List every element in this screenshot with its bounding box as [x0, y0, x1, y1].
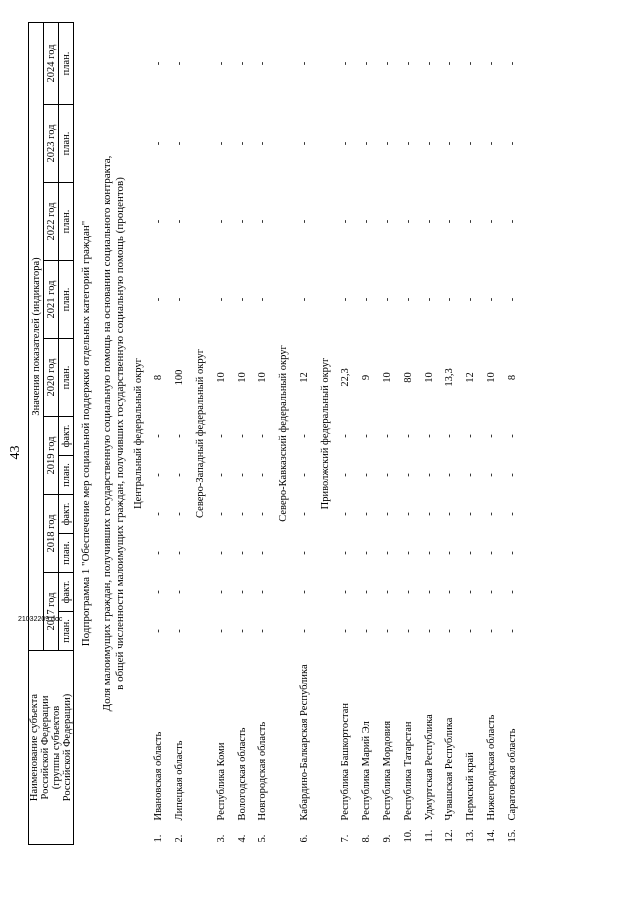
value-cell: -: [298, 61, 310, 66]
row-number: 2.: [174, 834, 186, 843]
value-cell: 10: [215, 372, 227, 383]
table-row: [377, 22, 398, 844]
value-cell: -: [361, 629, 373, 633]
value-cell: -: [215, 590, 227, 594]
plan-2019: план.: [59, 455, 74, 494]
value-cell: -: [340, 219, 352, 224]
value-cell: -: [465, 434, 477, 438]
region-name: Республика Башкортостан: [340, 702, 352, 821]
value-cell: -: [174, 551, 186, 555]
value-cell: -: [236, 61, 248, 66]
subprogram-title: Подпрограмма 1 "Обеспечение мер социальной поддержки отдельных категорий граждан": [80, 220, 93, 647]
value-cell: -: [174, 297, 186, 302]
value-cell: -: [506, 141, 518, 146]
table-row: [440, 22, 461, 844]
fact-2017: факт.: [59, 572, 74, 611]
value-cell: 100: [174, 369, 186, 386]
value-cell: -: [340, 551, 352, 555]
fact-2019: факт.: [59, 416, 74, 455]
plan-2021: план.: [59, 260, 74, 338]
value-cell: -: [361, 297, 373, 302]
value-cell: -: [215, 61, 227, 66]
value-cell: 9: [361, 374, 373, 381]
value-cell: -: [257, 61, 269, 66]
district-caucasus: Северо-Кавказский федеральный округ: [278, 345, 290, 522]
table-row: [252, 22, 273, 844]
value-cell: -: [486, 512, 498, 516]
value-cell: 10: [423, 372, 435, 383]
plan-2023: план.: [59, 104, 74, 182]
region-name: Республика Татарстан: [402, 721, 414, 821]
region-name: Нижегородская область: [486, 714, 498, 821]
subprogram-block: [74, 22, 128, 844]
value-cell: -: [153, 297, 165, 302]
value-cell: -: [174, 61, 186, 66]
value-cell: -: [423, 297, 435, 302]
fact-2018: факт.: [59, 494, 74, 533]
value-cell: -: [215, 512, 227, 516]
row-number: 3.: [215, 834, 227, 843]
value-cell: -: [444, 629, 456, 633]
value-cell: -: [382, 61, 394, 66]
value-cell: -: [423, 512, 435, 516]
value-cell: -: [153, 141, 165, 146]
plan-2022: план.: [59, 182, 74, 260]
district-northwest: Северо-Западный федеральный округ: [194, 349, 206, 518]
row-number: 6.: [298, 834, 310, 843]
value-cell: -: [236, 512, 248, 516]
value-cell: -: [506, 297, 518, 302]
row-number: 9.: [382, 834, 394, 843]
value-cell: -: [257, 141, 269, 146]
value-cell: -: [423, 551, 435, 555]
table-row: [502, 22, 523, 844]
value-cell: -: [257, 629, 269, 633]
document-code: 21032209.doc: [18, 616, 63, 623]
value-cell: -: [423, 473, 435, 477]
year-2024-header: 2024 год: [44, 22, 59, 104]
region-name: Вологодская область: [236, 727, 248, 821]
value-cell: -: [340, 434, 352, 438]
value-cell: -: [236, 551, 248, 555]
value-cell: -: [486, 590, 498, 594]
year-2018-header: 2018 год: [44, 494, 59, 572]
value-cell: 8: [506, 374, 518, 381]
value-cell: -: [257, 473, 269, 477]
value-cell: -: [340, 590, 352, 594]
value-cell: -: [215, 629, 227, 633]
value-cell: -: [361, 219, 373, 224]
value-cell: -: [257, 219, 269, 224]
row-number: 4.: [236, 834, 248, 843]
value-cell: -: [486, 473, 498, 477]
value-cell: -: [340, 61, 352, 66]
value-cell: -: [382, 141, 394, 146]
value-cell: 10: [486, 372, 498, 383]
value-cell: -: [506, 590, 518, 594]
table-row: [294, 22, 315, 844]
value-cell: -: [236, 434, 248, 438]
row-number: 5.: [257, 834, 269, 843]
value-cell: -: [340, 473, 352, 477]
value-cell: -: [444, 297, 456, 302]
value-cell: -: [257, 297, 269, 302]
value-cell: -: [236, 297, 248, 302]
region-name: Республика Коми: [215, 742, 227, 821]
row-number: 13.: [465, 829, 477, 843]
table-row: [169, 22, 190, 844]
indicator-table: [28, 22, 523, 845]
value-cell: -: [340, 297, 352, 302]
value-cell: -: [444, 61, 456, 66]
table-row: [481, 22, 502, 844]
value-cell: -: [153, 551, 165, 555]
value-cell: -: [236, 590, 248, 594]
value-cell: -: [257, 434, 269, 438]
table-row: [211, 22, 232, 844]
value-cell: -: [382, 551, 394, 555]
table-row: [148, 22, 169, 844]
value-cell: -: [215, 434, 227, 438]
value-cell: -: [444, 590, 456, 594]
page-number: 43: [8, 445, 23, 460]
value-cell: -: [423, 434, 435, 438]
value-cell: -: [236, 473, 248, 477]
value-cell: -: [402, 61, 414, 66]
value-cell: -: [382, 297, 394, 302]
value-cell: 80: [402, 372, 414, 383]
value-cell: -: [153, 629, 165, 633]
region-name: Ивановская область: [153, 731, 165, 821]
value-cell: -: [444, 512, 456, 516]
value-cell: -: [153, 219, 165, 224]
year-2019-header: 2019 год: [44, 416, 59, 494]
value-cell: -: [382, 219, 394, 224]
value-cell: -: [444, 141, 456, 146]
value-cell: -: [361, 473, 373, 477]
value-cell: -: [486, 219, 498, 224]
value-cell: -: [444, 473, 456, 477]
value-cell: -: [174, 141, 186, 146]
value-cell: -: [465, 590, 477, 594]
value-cell: -: [382, 473, 394, 477]
value-cell: 12: [298, 372, 310, 383]
year-2022-header: 2022 год: [44, 182, 59, 260]
value-cell: 10: [382, 372, 394, 383]
year-2023-header: 2023 год: [44, 104, 59, 182]
value-cell: -: [486, 629, 498, 633]
value-cell: -: [423, 629, 435, 633]
value-cell: -: [382, 629, 394, 633]
value-cell: -: [361, 61, 373, 66]
value-cell: -: [257, 512, 269, 516]
value-cell: -: [215, 551, 227, 555]
value-cell: -: [153, 473, 165, 477]
value-cell: -: [340, 512, 352, 516]
value-cell: -: [174, 219, 186, 224]
value-cell: -: [153, 590, 165, 594]
region-name: Кабардино-Балкарская Республика: [298, 664, 310, 821]
plan-2017: план.: [59, 611, 74, 650]
region-column-header: Наименование субъекта Российской Федерации (группы субъектов Российской Федерации): [29, 650, 74, 844]
value-cell: -: [486, 551, 498, 555]
value-cell: -: [382, 512, 394, 516]
value-cell: -: [506, 219, 518, 224]
value-cell: -: [402, 629, 414, 633]
value-cell: -: [174, 590, 186, 594]
value-cell: 10: [257, 372, 269, 383]
year-2021-header: 2021 год: [44, 260, 59, 338]
value-cell: -: [382, 434, 394, 438]
value-cell: -: [486, 434, 498, 438]
value-cell: -: [444, 434, 456, 438]
value-cell: -: [402, 473, 414, 477]
value-cell: -: [506, 512, 518, 516]
value-cell: -: [361, 590, 373, 594]
row-number: 11.: [423, 829, 435, 843]
value-cell: -: [298, 512, 310, 516]
value-cell: -: [174, 512, 186, 516]
plan-2024: план.: [59, 22, 74, 104]
value-cell: -: [174, 629, 186, 633]
year-2017-header: 2017 год: [44, 572, 59, 650]
value-cell: -: [506, 61, 518, 66]
value-cell: -: [298, 551, 310, 555]
table-row: [232, 22, 253, 844]
value-cell: -: [506, 629, 518, 633]
region-name: Чувашская Республика: [444, 717, 456, 821]
value-cell: -: [423, 590, 435, 594]
value-cell: -: [298, 629, 310, 633]
table-row: [419, 22, 440, 844]
value-cell: -: [465, 551, 477, 555]
value-cell: 10: [236, 372, 248, 383]
value-cell: -: [215, 473, 227, 477]
value-cell: -: [465, 141, 477, 146]
value-cell: 13,3: [444, 368, 456, 387]
value-cell: -: [215, 141, 227, 146]
value-cell: -: [298, 473, 310, 477]
value-cell: -: [423, 219, 435, 224]
value-cell: -: [486, 141, 498, 146]
value-cell: -: [340, 629, 352, 633]
region-name: Удмуртская Республика: [423, 714, 435, 821]
value-cell: -: [444, 551, 456, 555]
table-row: [356, 22, 377, 844]
value-cell: -: [402, 512, 414, 516]
region-name: Саратовская область: [506, 728, 518, 821]
value-cell: -: [340, 141, 352, 146]
value-cell: -: [402, 219, 414, 224]
value-cell: -: [486, 297, 498, 302]
value-cell: -: [465, 297, 477, 302]
value-cell: -: [298, 297, 310, 302]
district-central: Центральный федеральный округ: [132, 358, 144, 509]
row-number: 8.: [361, 834, 373, 843]
table-row: [336, 22, 357, 844]
value-cell: -: [506, 551, 518, 555]
region-name: Пермский край: [465, 752, 477, 821]
value-cell: -: [361, 141, 373, 146]
value-cell: 12: [465, 372, 477, 383]
value-cell: -: [298, 590, 310, 594]
value-cell: -: [465, 512, 477, 516]
table-header: [29, 22, 74, 844]
value-cell: -: [153, 61, 165, 66]
row-number: 10.: [402, 829, 414, 843]
region-name: Новгородская область: [257, 721, 269, 821]
value-cell: -: [257, 590, 269, 594]
value-cell: -: [423, 61, 435, 66]
row-number: 15.: [506, 829, 518, 843]
row-number: 12.: [444, 829, 456, 843]
table-body: [74, 22, 523, 844]
value-cell: -: [174, 473, 186, 477]
value-cell: -: [236, 141, 248, 146]
plan-2020: план.: [59, 338, 74, 416]
value-cell: -: [174, 434, 186, 438]
value-cell: 8: [153, 374, 165, 381]
year-2020-header: 2020 год: [44, 338, 59, 416]
indicator-title-line2: в общей численности малоимущих граждан, получивших государственную социальную помощь (процентов): [114, 177, 127, 690]
value-cell: -: [236, 219, 248, 224]
region-name: Республика Марий Эл: [361, 721, 373, 821]
table-row: [398, 22, 419, 844]
value-cell: -: [506, 473, 518, 477]
region-name: Липецкая область: [174, 740, 186, 821]
value-cell: -: [298, 434, 310, 438]
value-cell: -: [465, 629, 477, 633]
indicator-values-header: Значения показателей (индикатора): [29, 22, 44, 650]
value-cell: -: [215, 297, 227, 302]
district-volga: Приволжский федеральный округ: [319, 357, 331, 510]
value-cell: -: [465, 473, 477, 477]
row-number: 14.: [486, 829, 498, 843]
value-cell: -: [486, 61, 498, 66]
value-cell: -: [257, 551, 269, 555]
table-row: [460, 22, 481, 844]
value-cell: -: [402, 434, 414, 438]
value-cell: -: [402, 551, 414, 555]
value-cell: -: [361, 434, 373, 438]
row-number: 1.: [153, 834, 165, 843]
plan-2018: план.: [59, 533, 74, 572]
value-cell: -: [444, 219, 456, 224]
value-cell: -: [361, 551, 373, 555]
indicator-title-line1: Доля малоимущих граждан, получивших государственную социальную помощь на основании социального контракта,: [101, 155, 114, 712]
value-cell: -: [236, 629, 248, 633]
value-cell: -: [361, 512, 373, 516]
value-cell: -: [423, 141, 435, 146]
value-cell: -: [153, 512, 165, 516]
value-cell: -: [402, 590, 414, 594]
value-cell: -: [465, 61, 477, 66]
row-number: 7.: [340, 834, 352, 843]
value-cell: -: [298, 219, 310, 224]
value-cell: -: [215, 219, 227, 224]
value-cell: -: [402, 297, 414, 302]
value-cell: -: [465, 219, 477, 224]
value-cell: -: [153, 434, 165, 438]
region-name: Республика Мордовия: [382, 720, 394, 821]
value-cell: -: [402, 141, 414, 146]
value-cell: 22,3: [340, 368, 352, 387]
value-cell: -: [298, 141, 310, 146]
value-cell: -: [506, 434, 518, 438]
value-cell: -: [382, 590, 394, 594]
